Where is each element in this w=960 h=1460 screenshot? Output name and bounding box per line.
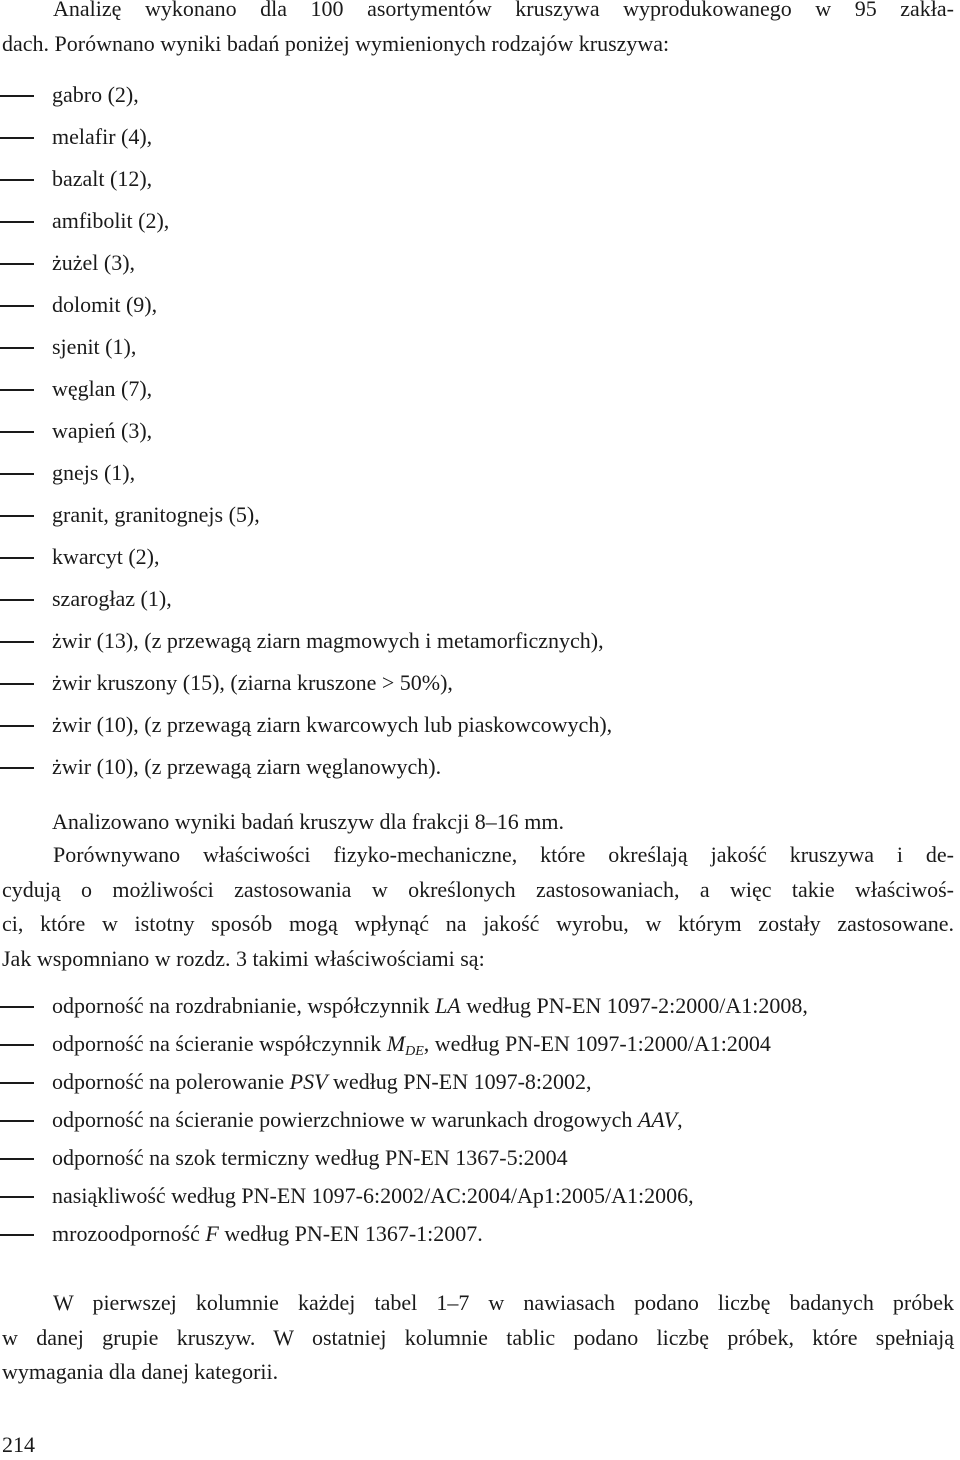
dash-bullet — [0, 767, 34, 769]
list-item-text: żużel (3), — [52, 250, 136, 275]
property-text-suffix: , według PN-EN 1097-1:2000/A1:2004 — [423, 1031, 771, 1056]
list-item-text: bazalt (12), — [52, 166, 153, 191]
list-item — [0, 326, 960, 368]
list-item — [0, 158, 960, 200]
property-symbol: LA — [435, 993, 461, 1018]
list-item-text: granit, granitognejs (5), — [52, 502, 260, 527]
property-text: odporność na polerowanie — [52, 1069, 290, 1094]
list-item — [0, 410, 960, 452]
list-item-text: melafir (4), — [52, 124, 153, 149]
list-item-text: żwir (10), (z przewagą ziarn węglanowych). — [52, 754, 442, 779]
list-item — [0, 1063, 960, 1101]
list-item — [0, 1177, 960, 1215]
properties-paragraph-line-4: Jak wspomniano w rozdz. 3 takimi właściwościami są: — [2, 945, 485, 971]
dash-bullet — [0, 557, 34, 559]
property-text-suffix: według PN-EN 1097-8:2002, — [327, 1069, 592, 1094]
dash-bullet — [0, 389, 34, 391]
dash-bullet — [0, 725, 34, 727]
list-item — [0, 1139, 960, 1177]
property-text: odporność na ścieranie współczynnik — [52, 1031, 387, 1056]
list-item — [0, 74, 960, 116]
list-item — [0, 368, 960, 410]
property-list — [0, 987, 960, 1253]
dash-bullet — [0, 179, 34, 181]
dash-bullet — [0, 221, 34, 223]
list-item-text: kwarcyt (2), — [52, 544, 160, 569]
properties-paragraph-line-1 — [2, 838, 954, 873]
intro-paragraph — [2, 0, 954, 61]
page-number: 214 — [2, 1432, 35, 1457]
properties-paragraph-line-2: cydują o możliwości zastosowania w określonych zastosowaniach, a więc takie właściwoś- — [2, 876, 954, 902]
dash-bullet — [0, 641, 34, 643]
property-symbol: AAV — [637, 1107, 678, 1132]
dash-bullet — [0, 347, 34, 349]
property-text: odporność na ścieranie powierzchniowe w warunkach drogowych — [52, 1107, 638, 1132]
list-item — [0, 1101, 960, 1139]
dash-bullet — [0, 1082, 34, 1084]
property-symbol: M — [386, 1031, 406, 1056]
fraction-line: Analizowano wyniki badań kruszyw dla frakcji 8–16 mm. — [52, 809, 564, 834]
dash-bullet — [0, 137, 34, 139]
property-text-suffix: według PN-EN 1097-2:2000/A1:2008, — [460, 993, 808, 1018]
dash-bullet — [0, 1120, 34, 1122]
closing-paragraph-line-1-text: W pierwszej kolumnie każdej tabel 1–7 w nawiasach podano liczbę badanych próbek — [53, 1290, 954, 1315]
intro-line-2: dach. Porównano wyniki badań poniżej wymienionych rodzajów kruszywa: — [2, 30, 670, 56]
closing-paragraph-line-3: wymagania dla danej kategorii. — [2, 1359, 279, 1384]
property-text: odporność na szok termiczny według PN-EN 1367-5:2004 — [52, 1145, 568, 1170]
list-item — [0, 746, 960, 788]
list-item — [0, 704, 960, 746]
dash-bullet — [0, 95, 34, 97]
list-item-text: sjenit (1), — [52, 334, 137, 359]
list-item — [0, 1025, 960, 1063]
dash-bullet — [0, 305, 34, 307]
closing-paragraph-line-1 — [2, 1286, 954, 1321]
list-item-text: amfibolit (2), — [52, 208, 170, 233]
list-item — [0, 1215, 960, 1253]
dash-bullet — [0, 473, 34, 475]
dash-bullet — [0, 431, 34, 433]
property-text-suffix: , — [677, 1107, 683, 1132]
property-symbol: PSV — [289, 1069, 328, 1094]
list-item — [0, 987, 960, 1025]
list-item — [0, 452, 960, 494]
intro-line-1-text: Analizę wykonano dla 100 asortymentów kruszywa wyprodukowanego w 95 zakła- — [53, 0, 954, 21]
list-item-text: dolomit (9), — [52, 292, 158, 317]
list-item — [0, 200, 960, 242]
properties-paragraph-line-1-text: Porównywano właściwości fizyko-mechaniczne, które określają jakość kruszywa i de- — [53, 842, 954, 867]
dash-bullet — [0, 1158, 34, 1160]
property-symbol-subscript: DE — [405, 1044, 424, 1059]
list-item-text: wapień (3), — [52, 418, 153, 443]
closing-paragraph-line-2: w danej grupie kruszyw. W ostatniej kolumnie tablic podano liczbę próbek, które spełniają — [2, 1324, 954, 1350]
dash-bullet — [0, 1196, 34, 1198]
list-item-text: szarogłaz (1), — [52, 586, 172, 611]
list-item-text: żwir kruszony (15), (ziarna kruszone > 50%), — [52, 670, 453, 695]
list-item — [0, 662, 960, 704]
property-text-suffix: według PN-EN 1367-1:2007. — [218, 1221, 483, 1246]
dash-bullet — [0, 263, 34, 265]
dash-bullet — [0, 1234, 34, 1236]
intro-line-1 — [2, 0, 954, 27]
aggregate-type-list — [0, 74, 960, 788]
list-item — [0, 536, 960, 578]
dash-bullet — [0, 1006, 34, 1008]
properties-paragraph-line-3: ci, które w istotny sposób mogą wpłynąć na jakość wyrobu, w którym zostały zastosowane. — [2, 911, 954, 936]
list-item-text: żwir (13), (z przewagą ziarn magmowych i metamorficznych), — [52, 628, 604, 653]
property-text: odporność na rozdrabnianie, współczynnik — [52, 993, 436, 1018]
list-item — [0, 494, 960, 536]
list-item — [0, 116, 960, 158]
property-text: mrozoodporność — [52, 1221, 206, 1246]
list-item-text: żwir (10), (z przewagą ziarn kwarcowych lub piaskowcowych), — [52, 712, 613, 737]
list-item-text: gabro (2), — [52, 82, 139, 107]
list-item-text: węglan (7), — [52, 376, 153, 401]
properties-paragraph — [2, 838, 954, 976]
closing-paragraph — [2, 1286, 954, 1390]
list-item — [0, 242, 960, 284]
list-item — [0, 284, 960, 326]
list-item-text: gnejs (1), — [52, 460, 136, 485]
dash-bullet — [0, 683, 34, 685]
property-text: nasiąkliwość według PN-EN 1097-6:2002/AC:2004/Ap1:2005/A1:2006, — [52, 1183, 694, 1208]
dash-bullet — [0, 515, 34, 517]
list-item — [0, 578, 960, 620]
property-symbol: F — [205, 1221, 219, 1246]
list-item — [0, 620, 960, 662]
dash-bullet — [0, 1044, 34, 1046]
dash-bullet — [0, 599, 34, 601]
